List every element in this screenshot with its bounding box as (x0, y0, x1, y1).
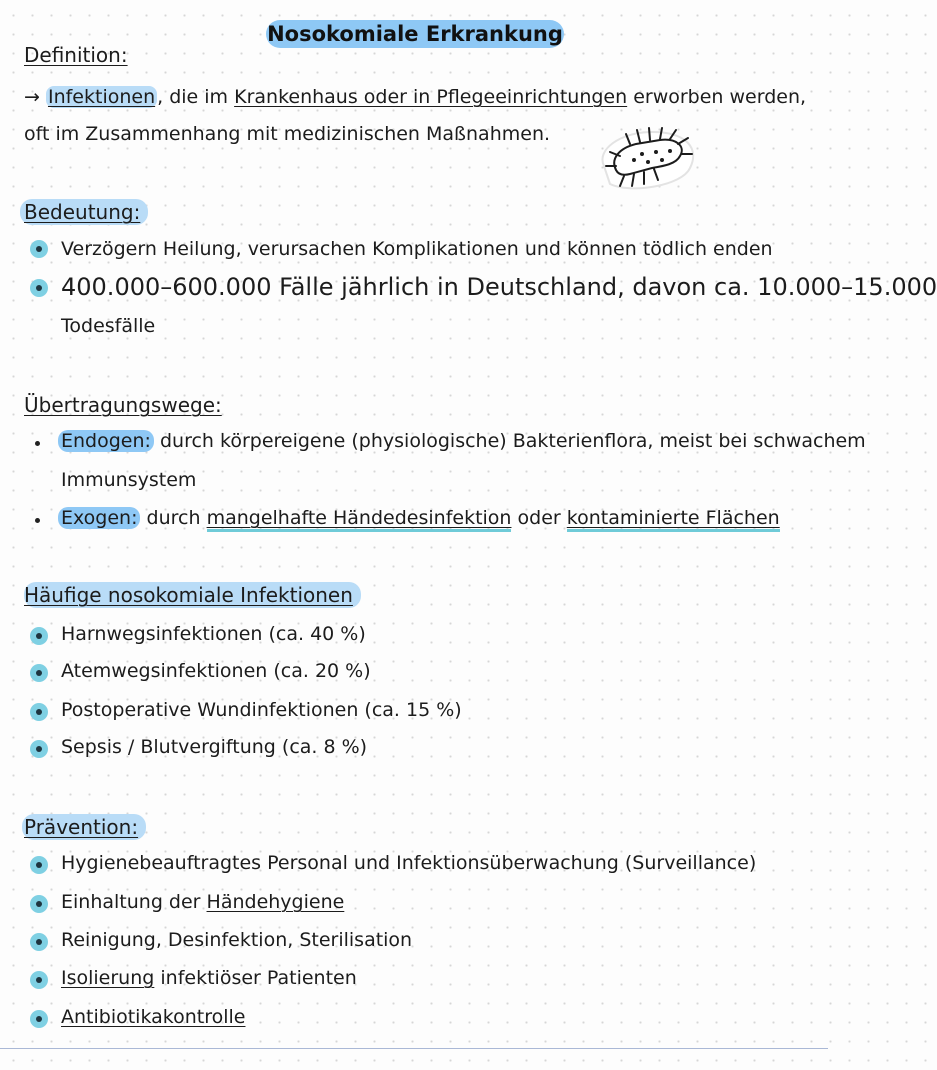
endogen-text: durch körpereigene (physiologische) Bakterienflora, meist bei schwachem (153, 430, 866, 452)
praevention-heading: Prävention: (22, 814, 146, 840)
bullet-icon (35, 518, 40, 523)
bedeutung-heading: Bedeutung: (20, 199, 148, 225)
bullet-icon (30, 856, 48, 874)
exogen-line (58, 505, 780, 531)
haeufige-item-2: Atemwegsinfektionen (ca. 20 %) (61, 660, 371, 682)
endogen-line-2: Immunsystem (61, 469, 197, 491)
definition-line-1 (24, 84, 806, 110)
term-kontaminierte-flaechen: kontaminierte Flächen (567, 507, 780, 532)
definition-heading: Definition: (24, 43, 128, 67)
bullet-icon (30, 740, 48, 758)
arrow-icon: → (24, 86, 40, 108)
bullet-icon (30, 895, 48, 913)
praevention-item-5 (61, 1004, 245, 1030)
praevention-item-3: Reinigung, Desinfektion, Sterilisation (61, 929, 413, 951)
bedeutung-item-2: 400.000–600.000 Fälle jährlich in Deutschland, davon ca. 10.000–15.000 (61, 273, 937, 301)
praevention-item-1: Hygienebeauftragtes Personal und Infektionsüberwachung (Surveillance) (61, 852, 757, 874)
bacterium-icon (590, 122, 702, 198)
praevention-item-4 (61, 965, 357, 991)
praevention-item-2-text: Einhaltung der (61, 891, 207, 913)
term-haendedesinfektion: mangelhafte Händedesinfektion (207, 507, 512, 532)
bullet-icon (35, 441, 40, 446)
haeufige-item-3: Postoperative Wundinfektionen (ca. 15 %) (61, 699, 462, 721)
definition-line-2: oft im Zusammenhang mit medizinischen Maßnahmen. (24, 123, 551, 145)
term-antibiotikakontrolle: Antibiotikakontrolle (61, 1006, 246, 1028)
page-title: Nosokomiale Erkrankung (267, 22, 563, 46)
bullet-icon (30, 240, 48, 258)
term-haendehygiene: Händehygiene (206, 891, 345, 913)
praevention-item-4-text: infektiöser Patienten (154, 967, 357, 989)
definition-text-1: , die im (157, 86, 235, 108)
praevention-item-2 (61, 889, 344, 915)
bedeutung-item-2-cont: Todesfälle (61, 315, 156, 337)
bullet-icon (30, 933, 48, 951)
exogen-label: Exogen: (58, 507, 140, 529)
bullet-icon (30, 971, 48, 989)
bullet-icon (30, 627, 48, 645)
haeufige-item-1: Harnwegsinfektionen (ca. 40 %) (61, 623, 366, 645)
term-isolierung: Isolierung (61, 967, 155, 989)
page-bottom-divider (0, 1048, 828, 1049)
definition-text-2: erworben werden, (627, 86, 807, 108)
exogen-text-1: durch (140, 507, 207, 529)
term-infektionen: Infektionen (47, 86, 156, 108)
bullet-icon (30, 703, 48, 721)
haeufige-item-4: Sepsis / Blutvergiftung (ca. 8 %) (61, 736, 368, 758)
bullet-icon (30, 279, 48, 297)
bullet-icon (30, 664, 48, 682)
term-krankenhaus: Krankenhaus oder in Pflegeeinrichtungen (234, 86, 628, 108)
bullet-icon (30, 1010, 48, 1028)
exogen-text-2: oder (511, 507, 567, 529)
haeufige-heading: Häufige nosokomiale Infektionen (24, 582, 361, 608)
uebertragung-heading: Übertragungswege: (24, 393, 222, 417)
endogen-line-1 (58, 428, 866, 454)
bedeutung-item-1: Verzögern Heilung, verursachen Komplikationen und können tödlich enden (61, 238, 773, 260)
endogen-label: Endogen: (58, 430, 154, 452)
